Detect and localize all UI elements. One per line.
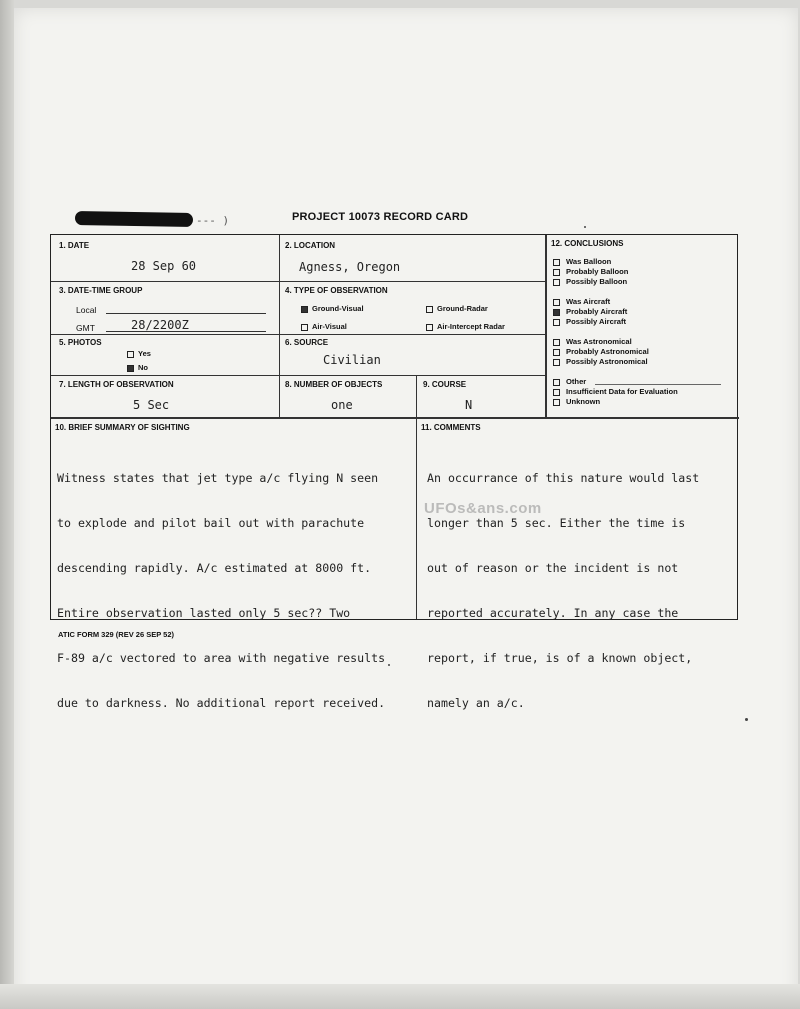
length-of-observation-value: 5 Sec [133,398,170,412]
obs-option-label: Ground-Visual [312,304,364,313]
comment-line: longer than 5 sec. Either the time is [427,516,686,530]
date-label: 1. DATE [59,241,90,250]
conclusion-text: Was Astronomical [566,337,632,346]
conclusion-text: Was Aircraft [566,297,611,306]
conclusion-text: Possibly Aircraft [566,317,627,326]
watermark: UFOs&ans.com [424,500,542,517]
photos-checkbox-yes[interactable] [127,351,134,358]
comments-text [427,441,699,741]
obs-checkbox-air-visual[interactable] [301,324,308,331]
date-time-group-label: 3. DATE-TIME GROUP [59,286,143,295]
divider-summary-comments [416,417,417,619]
local-label: Local [76,305,97,315]
summary-line: due to darkness. No additional report received. [57,696,386,710]
conclusion-checkbox[interactable] [553,379,560,386]
conclusion-was-astronomical [553,337,632,346]
obs-option-label: Air-Intercept Radar [437,322,505,331]
conclusion-text: Probably Astronomical [566,347,649,356]
divider-col1 [279,235,280,417]
scan-speck [745,718,748,721]
conclusion-text: Possibly Astronomical [566,357,648,366]
conclusion-checkbox[interactable] [553,319,560,326]
conclusion-checkbox[interactable] [553,389,560,396]
conclusion-probably-astronomical [553,347,649,356]
scan-bottom-edge [0,984,800,1009]
obs-option-air-visual [301,322,347,331]
conclusion-text: Other [566,377,587,386]
conclusion-text: Unknown [566,397,601,406]
location-label: 2. LOCATION [285,241,336,250]
comment-line: An occurrance of this nature would last [427,471,700,485]
comment-line: reported accurately. In any case the [427,606,679,620]
obs-option-label: Ground-Radar [437,304,488,313]
number-of-objects-value: one [331,398,353,412]
photos-label: 5. PHOTOS [59,338,102,347]
obs-checkbox-ground-visual[interactable] [301,306,308,313]
conclusion-probably-aircraft [553,307,627,316]
number-of-objects-label: 8. NUMBER OF OBJECTS [285,380,383,389]
source-label: 6. SOURCE [285,338,329,347]
comment-line: namely an a/c. [427,696,525,710]
course-label: 9. COURSE [423,380,467,389]
obs-option-air-intercept-radar [426,322,505,331]
obs-checkbox-air-intercept-radar[interactable] [426,324,433,331]
scan-left-edge [0,0,14,1009]
comments-label: 11. COMMENTS [421,423,481,432]
conclusion-possibly-aircraft [553,317,626,326]
conclusion-was-aircraft [553,297,610,306]
conclusion-checkbox[interactable] [553,339,560,346]
conclusion-possibly-balloon [553,277,627,286]
form-number: ATIC FORM 329 (REV 26 SEP 52) [58,630,175,639]
summary-line: Entire observation lasted only 5 sec?? Two [57,606,351,620]
obs-option-ground-visual [301,304,364,313]
conclusion-possibly-astronomical [553,357,648,366]
conclusion-checkbox[interactable] [553,309,560,316]
local-underline [106,313,266,314]
conclusion-text: Probably Aircraft [566,307,628,316]
conclusion-unknown [553,397,600,406]
source-value: Civilian [323,353,381,367]
location-value: Agness, Oregon [299,260,401,274]
scan-speck [388,664,390,666]
divider-col-course [416,375,417,417]
gmt-label: GMT [76,323,95,333]
type-of-observation-label: 4. TYPE OF OBSERVATION [285,286,388,295]
divider-row4 [51,417,739,419]
summary-line: descending rapidly. A/c estimated at 8000 ft. [57,561,372,575]
redaction-bar [75,211,193,227]
photos-checkbox-no[interactable] [127,365,134,372]
length-of-observation-label: 7. LENGTH OF OBSERVATION [59,380,174,389]
brief-summary-text [57,441,385,741]
obs-checkbox-ground-radar[interactable] [426,306,433,313]
scan-speck [584,226,586,228]
summary-line: F-89 a/c vectored to area with negative results [57,651,386,665]
conclusion-checkbox[interactable] [553,359,560,366]
conclusion-insufficient-data [553,387,678,396]
card-title: PROJECT 10073 RECORD CARD [292,211,469,223]
conclusion-checkbox[interactable] [553,269,560,276]
brief-summary-label: 10. BRIEF SUMMARY OF SIGHTING [55,423,190,432]
other-underline [595,384,721,385]
conclusion-checkbox[interactable] [553,349,560,356]
course-value: N [465,398,473,412]
conclusion-text: Possibly Balloon [566,277,628,286]
photos-option-yes [127,349,151,358]
conclusion-other [553,377,586,386]
conclusions-panel [545,235,739,417]
summary-line: Witness states that jet type a/c flying N seen [57,471,379,485]
conclusion-checkbox[interactable] [553,299,560,306]
conclusion-text: Was Balloon [566,257,612,266]
date-value: 28 Sep 60 [131,259,197,273]
conclusion-text: Probably Balloon [566,267,629,276]
conclusion-was-balloon [553,257,611,266]
divider-row2 [51,334,545,335]
summary-line: to explode and pilot bail out with parachute [57,516,365,530]
photos-option-label: Yes [138,349,151,358]
conclusion-probably-balloon [553,267,628,276]
conclusion-checkbox[interactable] [553,259,560,266]
comment-line: report, if true, is of a known object, [427,651,693,665]
photos-option-label: No [138,363,148,372]
conclusions-label: 12. CONCLUSIONS [551,239,624,248]
obs-option-ground-radar [426,304,488,313]
comment-line: out of reason or the incident is not [427,561,679,575]
conclusion-checkbox[interactable] [553,279,560,286]
conclusion-checkbox[interactable] [553,399,560,406]
gmt-value: 28/2200Z [131,318,189,332]
divider-row3 [51,375,545,376]
obs-option-label: Air-Visual [312,322,347,331]
photos-option-no [127,363,148,372]
divider-row1 [51,281,545,282]
redaction-tail: --- ) [196,214,230,227]
conclusion-text: Insufficient Data for Evaluation [566,387,678,396]
